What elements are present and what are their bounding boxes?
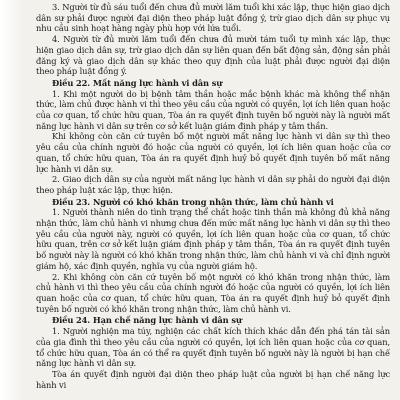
paragraph-22-2: 2. Giao dịch dân sự của người mất năng lực hành vi dân sự phải do người đại diện theo pháp luật xác lập, thực hiện. bbox=[36, 174, 390, 195]
paragraph-23-2: 2. Khi không còn căn cứ tuyên bố một người có khó khăn trong nhận thức, làm chủ hành vi thì theo yêu cầu của chính người đó hoặc của người có quyền, lợi ích liên quan hoặc của cơ quan, tổ chức hữu quan, Tòa án ra quyết định huỷ bỏ quyết định tuyên bố người có khó khăn trong nhận thức, làm chủ hành vi. bbox=[36, 271, 390, 314]
paragraph-22-1b: Khi không còn căn cứ tuyên bố một người mất năng lực hành vi dân sự thì theo yêu cầu của chính người đó hoặc của người có quyền, lợi ích liên quan hoặc của cơ quan, tổ chức hữu quan, Tòa án ra quyết định huỷ bỏ quyết định tuyên bố mất năng lực hành vi dân sự. bbox=[36, 131, 390, 174]
paragraph-21-3: 3. Người từ đủ sáu tuổi đến chưa đủ mười lăm tuổi khi xác lập, thực hiện giao dịch dân sự phải được người đại diện theo pháp luật đồng ý, trừ giao dịch dân sự phục vụ nhu cầu sinh hoạt hàng ngày phù hợp với lứa tuổi. bbox=[36, 2, 390, 34]
paragraph-24-1b: Tòa án quyết định người đại diện theo pháp luật của người bị hạn chế năng lực hành vi bbox=[36, 368, 390, 390]
paragraph-21-4: 4. Người từ đủ mười lăm tuổi đến chưa đủ mười tám tuổi tự mình xác lập, thực hiện giao dịch dân sự, trừ giao dịch dân sự liên quan đến bất động sản, động sản phải đăng ký và giao dịch dân sự khác theo quy định của luật phải được người đại diện theo pháp luật đồng ý. bbox=[36, 34, 390, 77]
paragraph-23-1: 1. Người thành niên do tình trạng thể chất hoặc tinh thần mà không đủ khả năng nhận thức, làm chủ hành vi nhưng chưa đến mức mất năng lực hành vi dân sự thì theo yêu cầu của người này, người có quyền, lợi ích liên quan hoặc của cơ quan, tổ chức hữu quan, trên cơ sở kết luận giám định pháp y tâm thần, Tòa án ra quyết định tuyên bố người này là người có khó khăn trong nhận thức, làm chủ hành vi và chỉ định người giám hộ, xác định quyền, nghĩa vụ của người giám hộ. bbox=[36, 207, 390, 271]
article-23-heading: Điều 23. Người có khó khăn trong nhận thức, làm chủ hành vi bbox=[52, 196, 334, 207]
paragraph-24-1: 1. Người nghiện ma túy, nghiện các chất kích thích khác dẫn đến phá tán tài sản của gia đình thì theo yêu cầu của người có quyền, lợi ích liên quan hoặc của cơ quan, tổ chức hữu quan, Tòa án có thể ra quyết định tuyên bố người này là người bị hạn chế năng lực hành vi dân sự. bbox=[36, 326, 390, 369]
article-24-heading: Điều 24. Hạn chế năng lực hành vi dân sự bbox=[52, 315, 242, 326]
paragraph-22-1: 1. Khi một người do bị bệnh tâm thần hoặc mắc bệnh khác mà không thể nhận thức, làm chủ được hành vi thì theo yêu cầu của người có quyền, lợi ích liên quan hoặc của cơ quan, tổ chức hữu quan, Tòa án ra quyết định tuyên bố người này là người mất năng lực hành vi dân sự trên cơ sở kết luận giám định pháp y tâm thần. bbox=[36, 88, 390, 131]
article-22-heading: Điều 22. Mất năng lực hành vi dân sự bbox=[52, 77, 223, 88]
